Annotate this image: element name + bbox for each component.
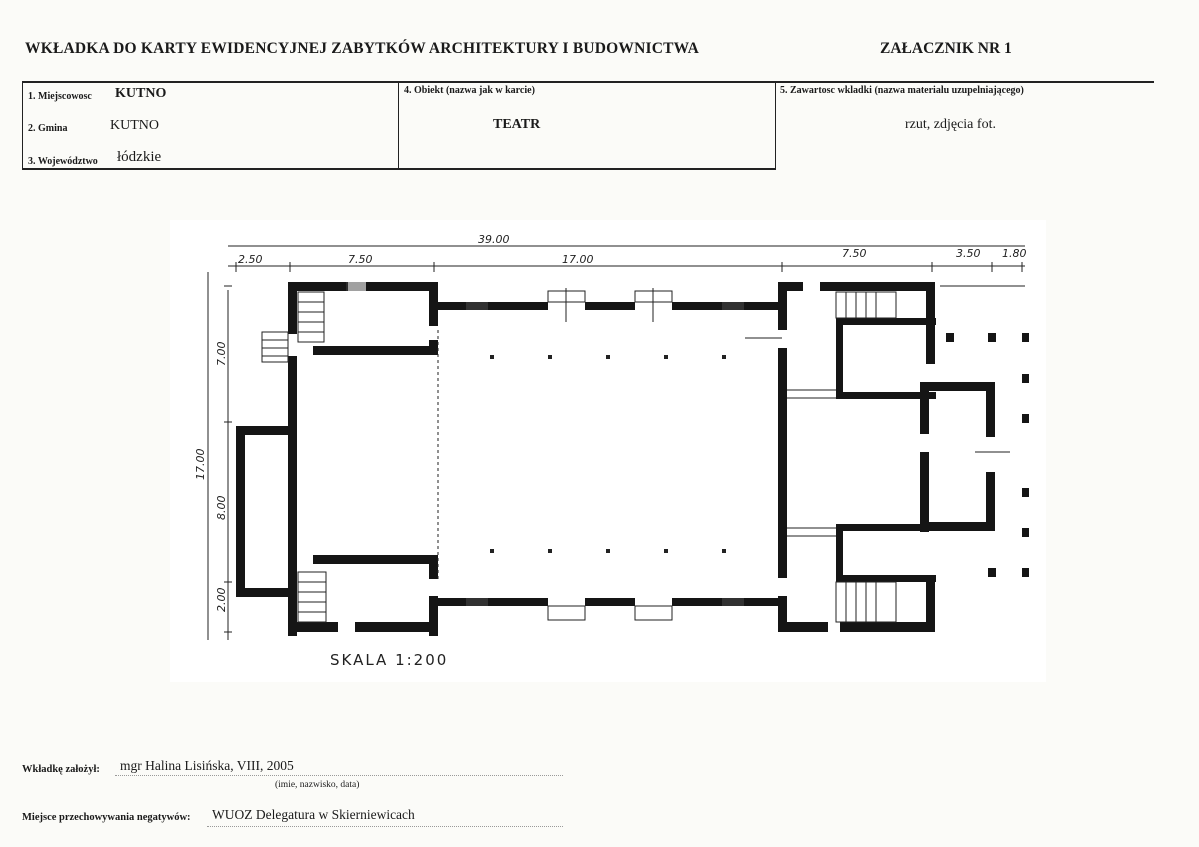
annex-number: ZAŁACZNIK NR 1 <box>880 40 1012 57</box>
obiekt-label: 4. Obiekt (nazwa jak w karcie) <box>404 85 535 96</box>
gmina-label: 2. Gmina <box>28 123 68 134</box>
created-by-value: mgr Halina Lisińska, VIII, 2005 <box>120 758 294 773</box>
storage-line <box>207 826 563 827</box>
table-divider-2 <box>775 81 776 169</box>
dim-left-2: 8.00 <box>215 495 228 520</box>
plan-scale-label: SKALA 1:200 <box>330 651 449 669</box>
created-by-hint: (imie, nazwisko, data) <box>275 780 360 790</box>
floor-plan-image <box>170 220 1046 682</box>
wojewodztwo-value: łódzkie <box>117 149 162 165</box>
dim-top-6: 1.80 <box>1002 247 1027 260</box>
table-divider-1 <box>398 81 399 169</box>
obiekt-value: TEATR <box>493 117 541 132</box>
wojewodztwo-label: 3. Województwo <box>28 156 98 167</box>
dim-top-1: 2.50 <box>238 253 263 266</box>
dim-top-4: 7.50 <box>842 247 867 260</box>
floor-plan-drawing <box>170 220 1046 682</box>
zawartosc-label: 5. Zawartosc wkladki (nazwa materialu uzupelniającego) <box>780 85 1024 96</box>
table-top-border <box>22 81 1154 83</box>
dim-total: 39.00 <box>478 233 510 246</box>
miejscowosc-value: KUTNO <box>115 86 167 101</box>
table-left-border <box>22 81 23 169</box>
storage-label: Miejsce przechowywania negatywów: <box>22 812 191 823</box>
document-title: WKŁADKA DO KARTY EWIDENCYJNEJ ZABYTKÓW ARCHITEKTURY I BUDOWNICTWA <box>25 40 700 57</box>
storage-value: WUOZ Delegatura w Skierniewicach <box>212 807 415 822</box>
dim-left-1: 7.00 <box>215 341 228 366</box>
gmina-value: KUTNO <box>110 118 159 133</box>
dim-left-total: 17.00 <box>194 448 207 480</box>
zawartosc-value: rzut, zdjęcia fot. <box>905 117 996 132</box>
dim-top-3: 17.00 <box>562 253 594 266</box>
dim-left-3: 2.00 <box>215 587 228 612</box>
created-by-label: Wkładkę założył: <box>22 764 100 775</box>
miejscowosc-label: 1. Miejscowosc <box>28 91 92 102</box>
dim-top-2: 7.50 <box>348 253 373 266</box>
created-by-line <box>115 775 563 776</box>
dim-top-5: 3.50 <box>956 247 981 260</box>
